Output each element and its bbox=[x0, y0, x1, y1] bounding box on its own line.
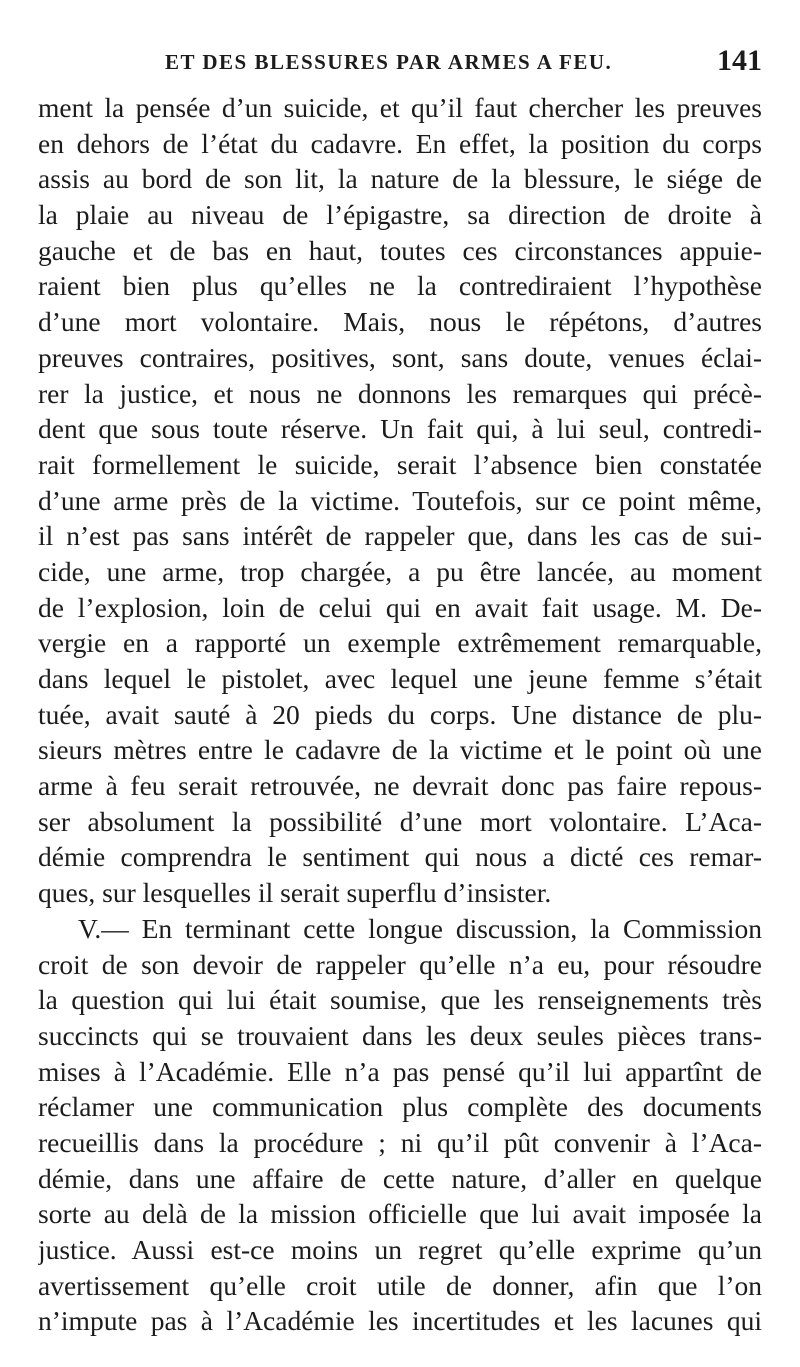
text-line: dans lequel le pistolet, avec lequel une jeune femme s’était bbox=[38, 663, 762, 694]
text-line: il n’est pas sans intérêt de rappeler que, dans les cas de sui- bbox=[38, 520, 762, 552]
text-line: sorte au delà de la mission officielle que lui avait imposée la bbox=[38, 1198, 762, 1230]
body-text bbox=[38, 90, 762, 1339]
text-line: rait formellement le suicide, serait l’absence bien constatée bbox=[38, 448, 762, 480]
text-line: réclamer une communication plus complète des documents bbox=[38, 1091, 762, 1123]
text-line: arme à feu serait retrouvée, ne devrait donc pas faire repous- bbox=[38, 770, 762, 802]
text-line: sieurs mètres entre le cadavre de la victime et le point où une bbox=[38, 734, 762, 766]
text-line: assis au bord de son lit, la nature de la blessure, le siége de bbox=[38, 163, 762, 195]
text-line: en dehors de l’état du cadavre. En effet, la position du corps bbox=[38, 127, 762, 159]
page-header bbox=[40, 44, 762, 84]
text-line: dent que sous toute réserve. Un fait qui, à lui seul, contredi- bbox=[38, 413, 762, 445]
text-line: tuée, avait sauté à 20 pieds du corps. Une distance de plu- bbox=[38, 698, 762, 730]
paragraph-start-line: V.— En terminant cette longue discussion, la Commission bbox=[78, 912, 762, 944]
paragraph-end-line: ques, sur lesquelles il serait superflu d’insister. bbox=[38, 877, 552, 909]
text-line: d’une mort volontaire. Mais, nous le répétons, d’autres bbox=[38, 306, 762, 338]
text-line: avertissement qu’elle croit utile de donner, afin que l’on bbox=[38, 1269, 762, 1301]
text-line: ment la pensée d’un suicide, et qu’il faut chercher les preuves bbox=[38, 92, 762, 123]
text-line: de l’explosion, loin de celui qui en avait fait usage. M. De- bbox=[38, 591, 762, 623]
text-line: n’impute pas à l’Académie les incertitudes et les lacunes qui bbox=[38, 1305, 762, 1337]
text-line: la question qui lui était soumise, que les renseignements très bbox=[38, 984, 762, 1016]
text-line: preuves contraires, positives, sont, sans doute, venues éclai- bbox=[38, 341, 762, 373]
text-line: démie, dans une affaire de cette nature, d’aller en quelque bbox=[38, 1162, 762, 1194]
text-line: d’une arme près de la victime. Toutefois, sur ce point même, bbox=[38, 484, 762, 516]
text-line: rer la justice, et nous ne donnons les remarques qui précè- bbox=[38, 377, 762, 409]
text-line: succincts qui se trouvaient dans les deux seules pièces trans- bbox=[38, 1019, 762, 1051]
text-line: justice. Aussi est-ce moins un regret qu’elle exprime qu’un bbox=[38, 1234, 762, 1265]
text-line: recueillis dans la procédure ; ni qu’il pût convenir à l’Aca- bbox=[38, 1126, 762, 1158]
running-title: ET DES BLESSURES PAR ARMES A FEU. bbox=[165, 50, 613, 74]
text-line: raient bien plus qu’elles ne la contrediraient l’hypothèse bbox=[38, 270, 762, 302]
text-line: démie comprendra le sentiment qui nous a dicté ces remar- bbox=[38, 841, 762, 873]
text-line: vergie en a rapporté un exemple extrêmement remarquable, bbox=[38, 627, 762, 659]
text-line: mises à l’Académie. Elle n’a pas pensé qu’il lui appartînt de bbox=[38, 1055, 762, 1087]
text-line: la plaie au niveau de l’épigastre, sa direction de droite à bbox=[38, 199, 762, 231]
text-line: croit de son devoir de rappeler qu’elle n’a eu, pour résoudre bbox=[38, 948, 762, 980]
page-number: 141 bbox=[717, 44, 762, 77]
text-line: cide, une arme, trop chargée, a pu être lancée, au moment bbox=[38, 555, 762, 587]
text-line: gauche et de bas en haut, toutes ces circonstances appuie- bbox=[38, 234, 762, 266]
text-line: ser absolument la possibilité d’une mort volontaire. L’Aca- bbox=[38, 805, 762, 837]
